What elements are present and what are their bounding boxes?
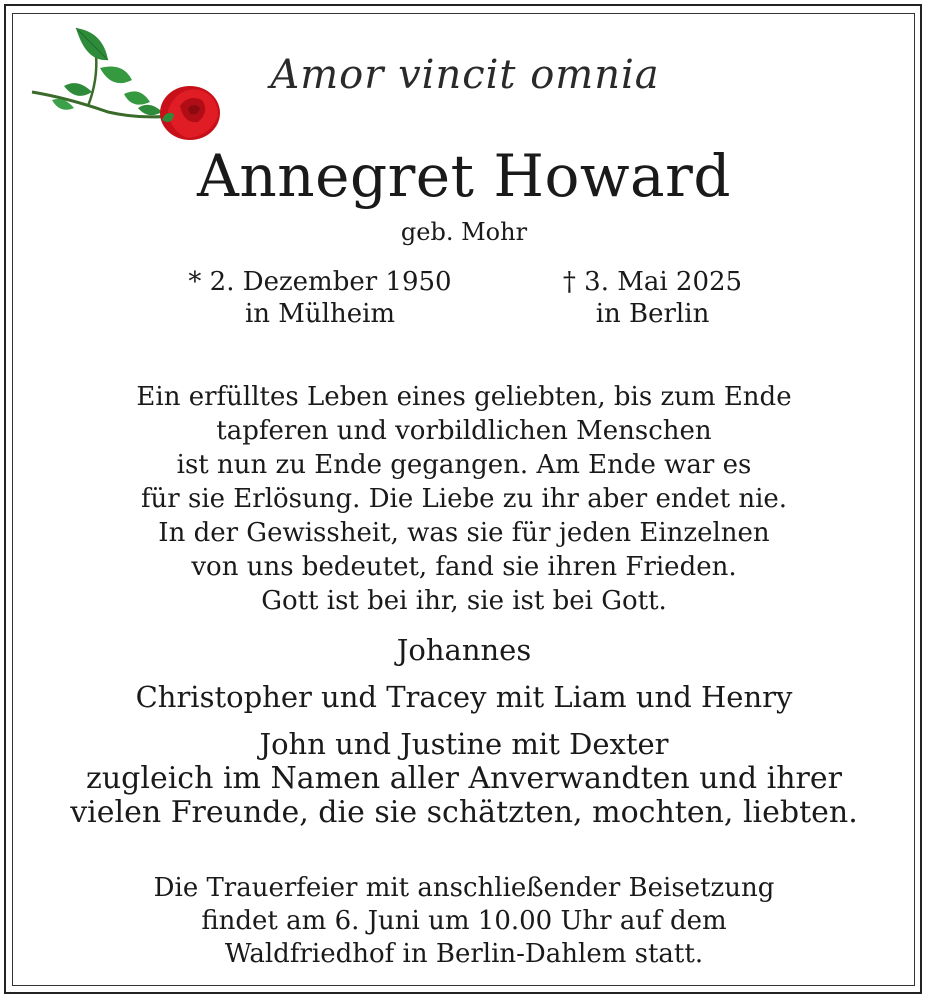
funeral-notice: [0, 872, 928, 971]
rose-icon: [28, 20, 228, 145]
birth-place: in Mülheim: [244, 299, 396, 329]
deceased-name: Annegret Howard: [197, 142, 731, 210]
behalf-line: vielen Freunde, die sie schätzten, mochten, liebten.: [70, 795, 858, 830]
death-info: [500, 266, 805, 330]
death-date: † 3. Mai 2025: [562, 267, 743, 297]
family-member: Christopher und Tracey mit Liam und Henry: [135, 680, 793, 714]
death-place: in Berlin: [595, 299, 710, 329]
funeral-line: Die Trauerfeier mit anschließender Beisetzung: [153, 873, 775, 903]
behalf-line: zugleich im Namen aller Anverwandten und ihrer: [86, 761, 842, 796]
memorial-line: von uns bedeutet, fand sie ihren Frieden.: [191, 552, 737, 582]
birth-date: * 2. Dezember 1950: [188, 267, 452, 297]
funeral-line: Waldfriedhof in Berlin-Dahlem statt.: [224, 939, 704, 969]
memorial-line: ist nun zu Ende gegangen. Am Ende war es: [176, 450, 752, 480]
family-member: John und Justine mit Dexter: [259, 727, 669, 761]
memorial-line: Gott ist bei ihr, sie ist bei Gott.: [261, 586, 667, 616]
memorial-text: [0, 380, 928, 618]
family-member: Johannes: [396, 633, 532, 667]
motto: Amor vincit omnia: [270, 52, 660, 98]
memorial-line: für sie Erlösung. Die Liebe zu ihr aber endet nie.: [140, 484, 788, 514]
memorial-line: tapferen und vorbildlichen Menschen: [216, 416, 712, 446]
maiden-name: geb. Mohr: [400, 218, 528, 246]
family-list: [0, 627, 928, 768]
memorial-line: In der Gewissheit, was sie für jeden Einzelnen: [158, 518, 770, 548]
funeral-line: findet am 6. Juni um 10.00 Uhr auf dem: [201, 906, 727, 936]
on-behalf-text: [0, 762, 928, 830]
memorial-line: Ein erfülltes Leben eines geliebten, bis zum Ende: [136, 382, 792, 412]
birth-info: [150, 266, 490, 330]
